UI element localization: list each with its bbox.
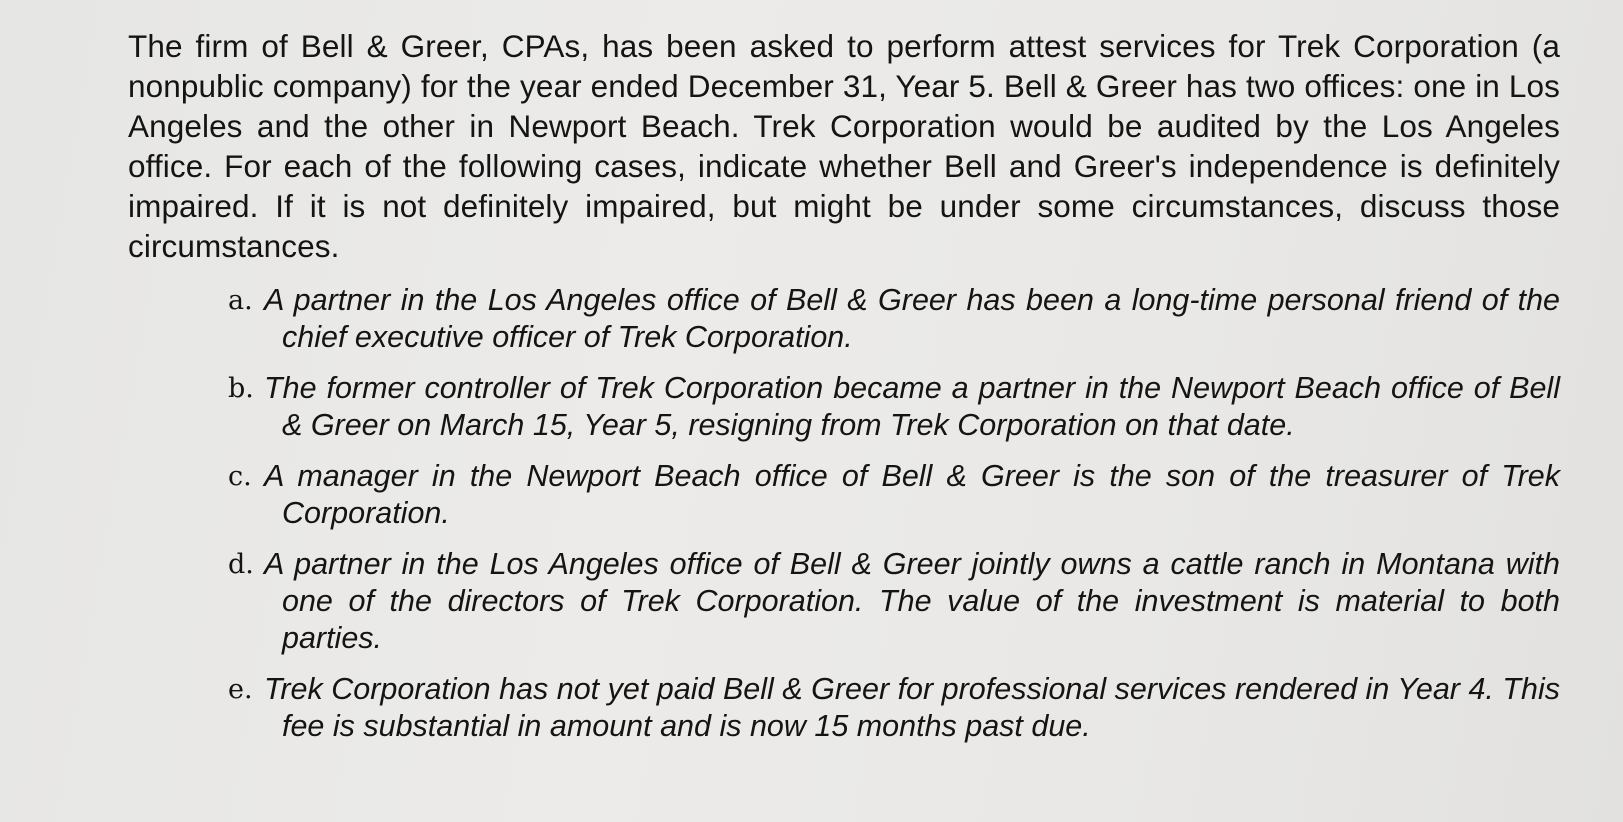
case-text: The former controller of Trek Corporation became a partner in the Newport Beach office of Bell & Greer on March 15, Year 5, resigning from Trek Corporation on that date. xyxy=(264,371,1560,442)
case-item-a xyxy=(228,282,1560,356)
case-text: A partner in the Los Angeles office of Bell & Greer jointly owns a cattle ranch in Montana with one of the directors of Trek Corporation. The value of the investment is material to both parties. xyxy=(264,547,1560,655)
case-letter: a. xyxy=(228,285,253,316)
case-item-d xyxy=(228,546,1560,657)
case-item-e xyxy=(228,671,1560,745)
case-letter: e. xyxy=(228,674,253,705)
case-text: A partner in the Los Angeles office of Bell & Greer has been a long-time personal friend of the chief executive officer of Trek Corporation. xyxy=(264,283,1560,354)
intro-paragraph: The firm of Bell & Greer, CPAs, has been asked to perform attest services for Trek Corporation (a nonpublic company) for the year ended December 31, Year 5. Bell & Greer has two offices: one in Los Angeles and the other in Newport Beach. Trek Corporation would be audited by the Los Angeles office. For each of the following cases, indicate whether Bell and Greer's independence is definitely impaired. If it is not definitely impaired, but might be under some circumstances, discuss those circumstances. xyxy=(128,28,1560,264)
case-letter: c. xyxy=(228,461,252,492)
case-item-c xyxy=(228,458,1560,532)
case-letter: d. xyxy=(228,549,254,580)
case-list xyxy=(228,282,1560,759)
case-letter: b. xyxy=(228,373,254,404)
case-item-b xyxy=(228,370,1560,444)
case-text: A manager in the Newport Beach office of Bell & Greer is the son of the treasurer of Trek Corporation. xyxy=(264,459,1560,530)
case-text: Trek Corporation has not yet paid Bell & Greer for professional services rendered in Year 4. This fee is substantial in amount and is now 15 months past due. xyxy=(264,672,1560,743)
